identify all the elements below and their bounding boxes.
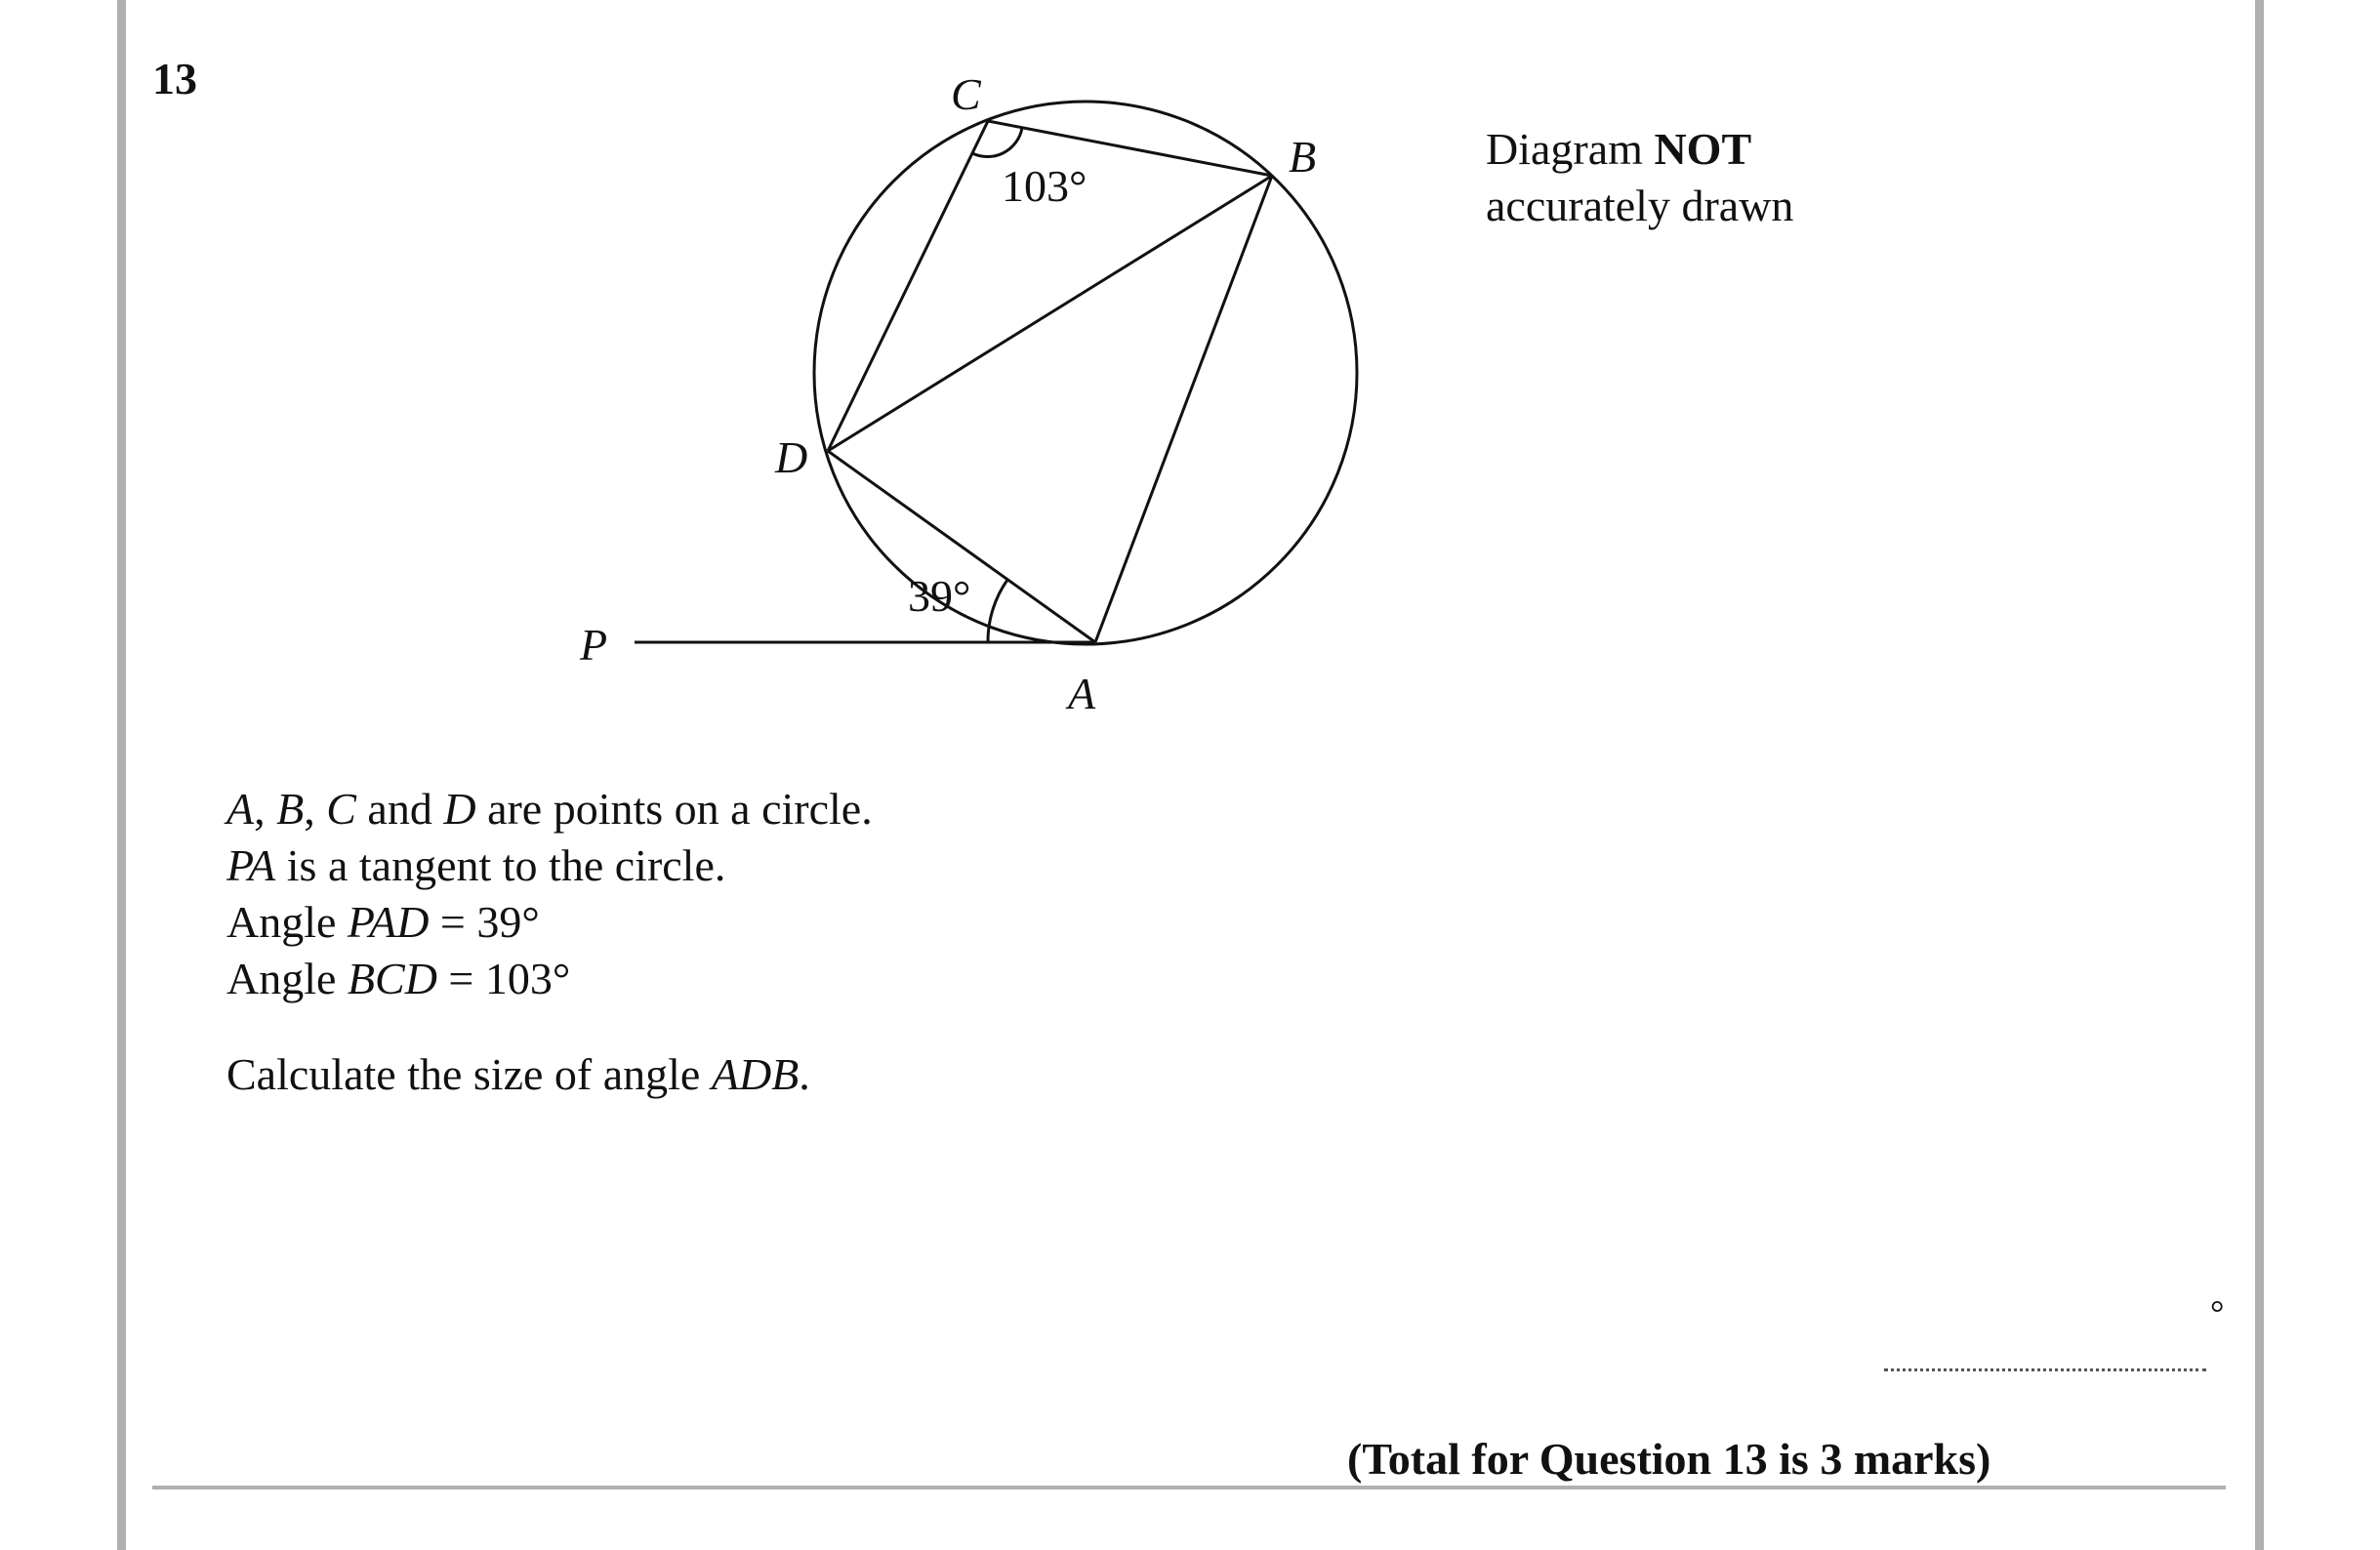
statement-angle-pad: Angle PAD = 39° xyxy=(226,897,540,947)
statement-tangent: PA is a tangent to the circle. xyxy=(226,840,726,890)
bottom-rule xyxy=(152,1486,2226,1489)
chord-ba xyxy=(1095,176,1272,642)
note-prefix: Diagram xyxy=(1486,124,1643,174)
given-statements xyxy=(226,781,873,1007)
statement-points: A, B, C and D are points on a circle. xyxy=(226,784,873,834)
label-c: C xyxy=(951,69,981,119)
total-marks: (Total for Question 13 is 3 marks) xyxy=(1347,1434,1991,1484)
answer-line[interactable] xyxy=(1884,1368,2206,1371)
label-p: P xyxy=(580,620,608,670)
question-number: 13 xyxy=(152,54,197,103)
note-bold: NOT xyxy=(1654,124,1752,174)
question-text: Calculate the size of angle ADB. xyxy=(226,1049,810,1099)
label-d: D xyxy=(775,432,808,482)
angle-arc-bcd xyxy=(972,128,1022,157)
answer-unit: ° xyxy=(2210,1293,2225,1332)
label-a: A xyxy=(1068,669,1096,718)
angle-label-bcd: 103° xyxy=(1002,161,1087,211)
angle-label-pad: 39° xyxy=(908,571,971,621)
statement-angle-bcd: Angle BCD = 103° xyxy=(226,954,571,1003)
note-line2: accurately drawn xyxy=(1486,181,1794,230)
diagram-note xyxy=(1486,121,1793,234)
label-b: B xyxy=(1289,132,1317,182)
